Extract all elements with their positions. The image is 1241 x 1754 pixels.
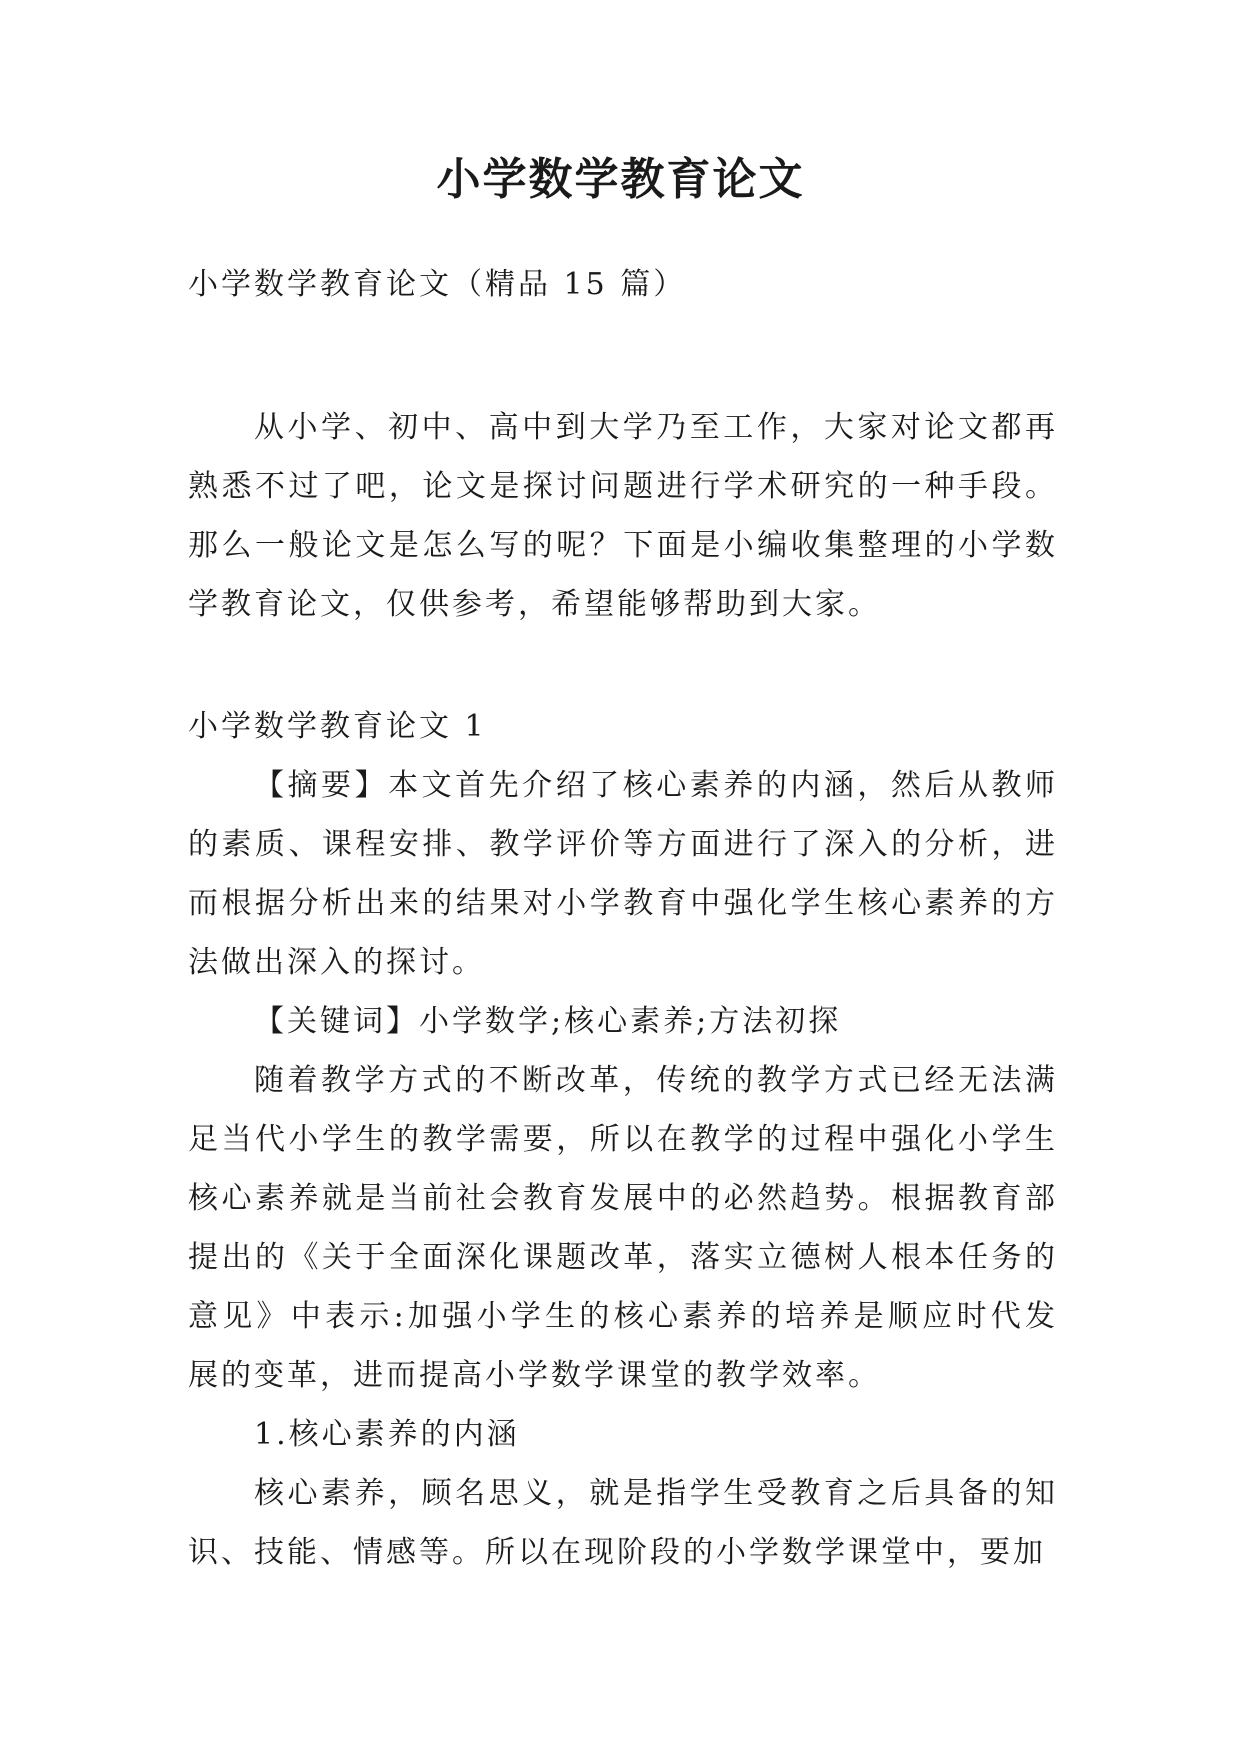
- document-subtitle: 小学数学教育论文（精品 15 篇）: [188, 267, 687, 302]
- body-paragraph: 随着教学方式的不断改革，传统的教学方式已经无法满足当代小学生的教学需要，所以在教学的过程中强化小学生核心素养就是当前社会教育发展中的必然趋势。根据教育部提出的《关于全面深化课题改革，落实立德树人根本任务的意见》中表示:加强小学生的核心素养的培养是顺应时代发展的变革，进而提高小学数学课堂的教学效率。: [188, 1063, 1058, 1393]
- subsection-heading: 1.核心素养的内涵: [254, 1417, 520, 1452]
- intro-paragraph: 从小学、初中、高中到大学乃至工作，大家对论文都再熟悉不过了吧，论文是探讨问题进行学术研究的一种手段。那么一般论文是怎么写的呢？下面是小编收集整理的小学数学教育论文，仅供参考，希望能够帮助到大家。: [188, 410, 1058, 622]
- abstract-paragraph: 【摘要】本文首先介绍了核心素养的内涵，然后从教师的素质、课程安排、教学评价等方面进行了深入的分析，进而根据分析出来的结果对小学教育中强化学生核心素养的方法做出深入的探讨。: [188, 768, 1058, 980]
- section-heading: 小学数学教育论文 1: [188, 709, 487, 744]
- body-paragraph: 核心素养，顾名思义，就是指学生受教育之后具备的知识、技能、情感等。所以在现阶段的小学数学课堂中，要加: [188, 1476, 1058, 1570]
- intro-section: [188, 398, 1058, 634]
- main-section: [188, 697, 1058, 1582]
- document-title: 小学数学教育论文: [436, 154, 805, 205]
- keywords-line: 【关键词】小学数学;核心素养;方法初探: [254, 1004, 842, 1039]
